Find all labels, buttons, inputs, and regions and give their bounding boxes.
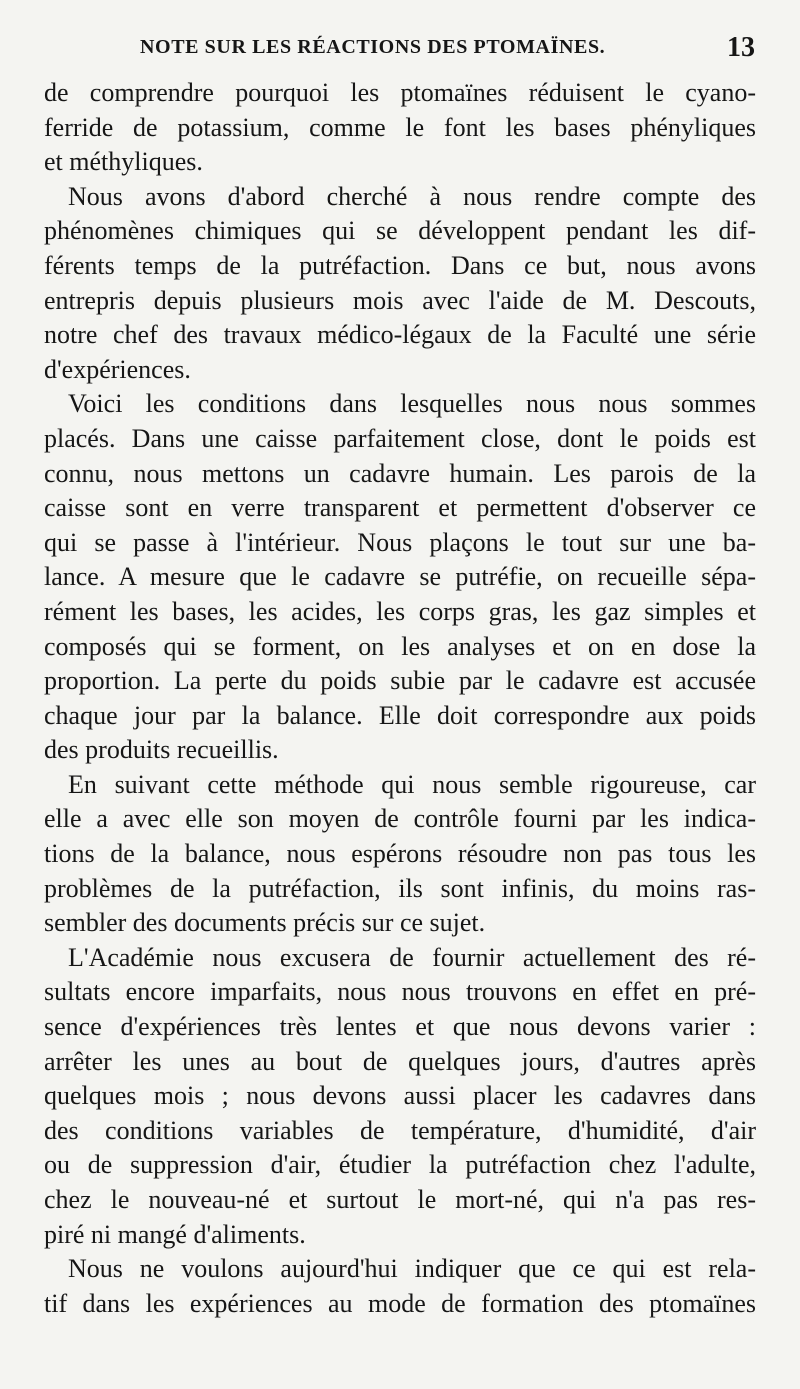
text-line: piré ni mangé d'aliments. xyxy=(44,1219,306,1249)
body-text xyxy=(44,76,756,1321)
text-line: sence d'expériences très lentes et que nous devons varier : xyxy=(44,1012,756,1042)
running-title: NOTE SUR LES RÉACTIONS DES PTOMAÏNES. xyxy=(140,36,606,58)
text-line: lance. A mesure que le cadavre se putréfie, on recueille sépa- xyxy=(44,562,756,592)
running-head xyxy=(40,30,755,66)
page-number: 13 xyxy=(727,32,755,63)
text-line: chaque jour par la balance. Elle doit correspondre aux poids xyxy=(44,700,756,730)
text-line: rément les bases, les acides, les corps gras, les gaz simples et xyxy=(44,596,756,626)
text-line: entrepris depuis plusieurs mois avec l'aide de M. Descouts, xyxy=(44,285,756,315)
text-line: Nous ne voulons aujourd'hui indiquer que ce qui est rela- xyxy=(68,1254,756,1284)
text-line: caisse sont en verre transparent et permettent d'observer ce xyxy=(44,493,756,523)
text-line: des conditions variables de température, d'humidité, d'air xyxy=(44,1115,756,1145)
text-line: proportion. La perte du poids subie par le cadavre est accusée xyxy=(44,666,756,696)
text-line: qui se passe à l'intérieur. Nous plaçons le tout sur une ba- xyxy=(44,527,756,557)
text-line: elle a avec elle son moyen de contrôle fourni par les indica- xyxy=(44,804,756,834)
text-line: L'Académie nous excusera de fournir actuellement des ré- xyxy=(68,942,756,972)
text-line: et méthyliques. xyxy=(44,147,203,177)
text-line: tions de la balance, nous espérons résoudre non pas tous les xyxy=(44,839,756,869)
text-line: composés qui se forment, on les analyses et on en dose la xyxy=(44,631,756,661)
text-line: férents temps de la putréfaction. Dans ce but, nous avons xyxy=(44,250,756,280)
text-line: En suivant cette méthode qui nous semble rigoureuse, car xyxy=(68,769,756,799)
text-line: sultats encore imparfaits, nous nous trouvons en effet en pré- xyxy=(44,977,756,1007)
text-line: phénomènes chimiques qui se développent pendant les dif- xyxy=(44,216,756,246)
text-line: problèmes de la putréfaction, ils sont infinis, du moins ras- xyxy=(44,873,756,903)
text-line: de comprendre pourquoi les ptomaïnes réduisent le cyano- xyxy=(44,78,756,107)
text-line: chez le nouveau-né et surtout le mort-né, qui n'a pas res- xyxy=(44,1185,756,1214)
text-line: notre chef des travaux médico-légaux de la Faculté une série xyxy=(44,320,756,350)
text-line: sembler des documents précis sur ce sujet. xyxy=(44,908,486,938)
text-line: Nous avons d'abord cherché à nous rendre compte des xyxy=(68,181,756,211)
text-line: placés. Dans une caisse parfaitement close, dont le poids est xyxy=(44,423,756,453)
text-line: connu, nous mettons un cadavre humain. Les parois de la xyxy=(44,458,756,488)
text-line: des produits recueillis. xyxy=(44,735,279,765)
text-line: d'expériences. xyxy=(44,354,191,384)
text-line: ferride de potassium, comme le font les bases phényliques xyxy=(44,112,756,142)
text-line: tif dans les expériences au mode de formation des ptomaïnes xyxy=(44,1288,756,1318)
text-line: quelques mois ; nous devons aussi placer les cadavres dans xyxy=(44,1081,756,1111)
text-line: arrêter les unes au bout de quelques jours, d'autres après xyxy=(44,1046,756,1076)
text-line: ou de suppression d'air, étudier la putréfaction chez l'adulte, xyxy=(44,1150,756,1180)
text-line: Voici les conditions dans lesquelles nous nous sommes xyxy=(68,389,756,419)
